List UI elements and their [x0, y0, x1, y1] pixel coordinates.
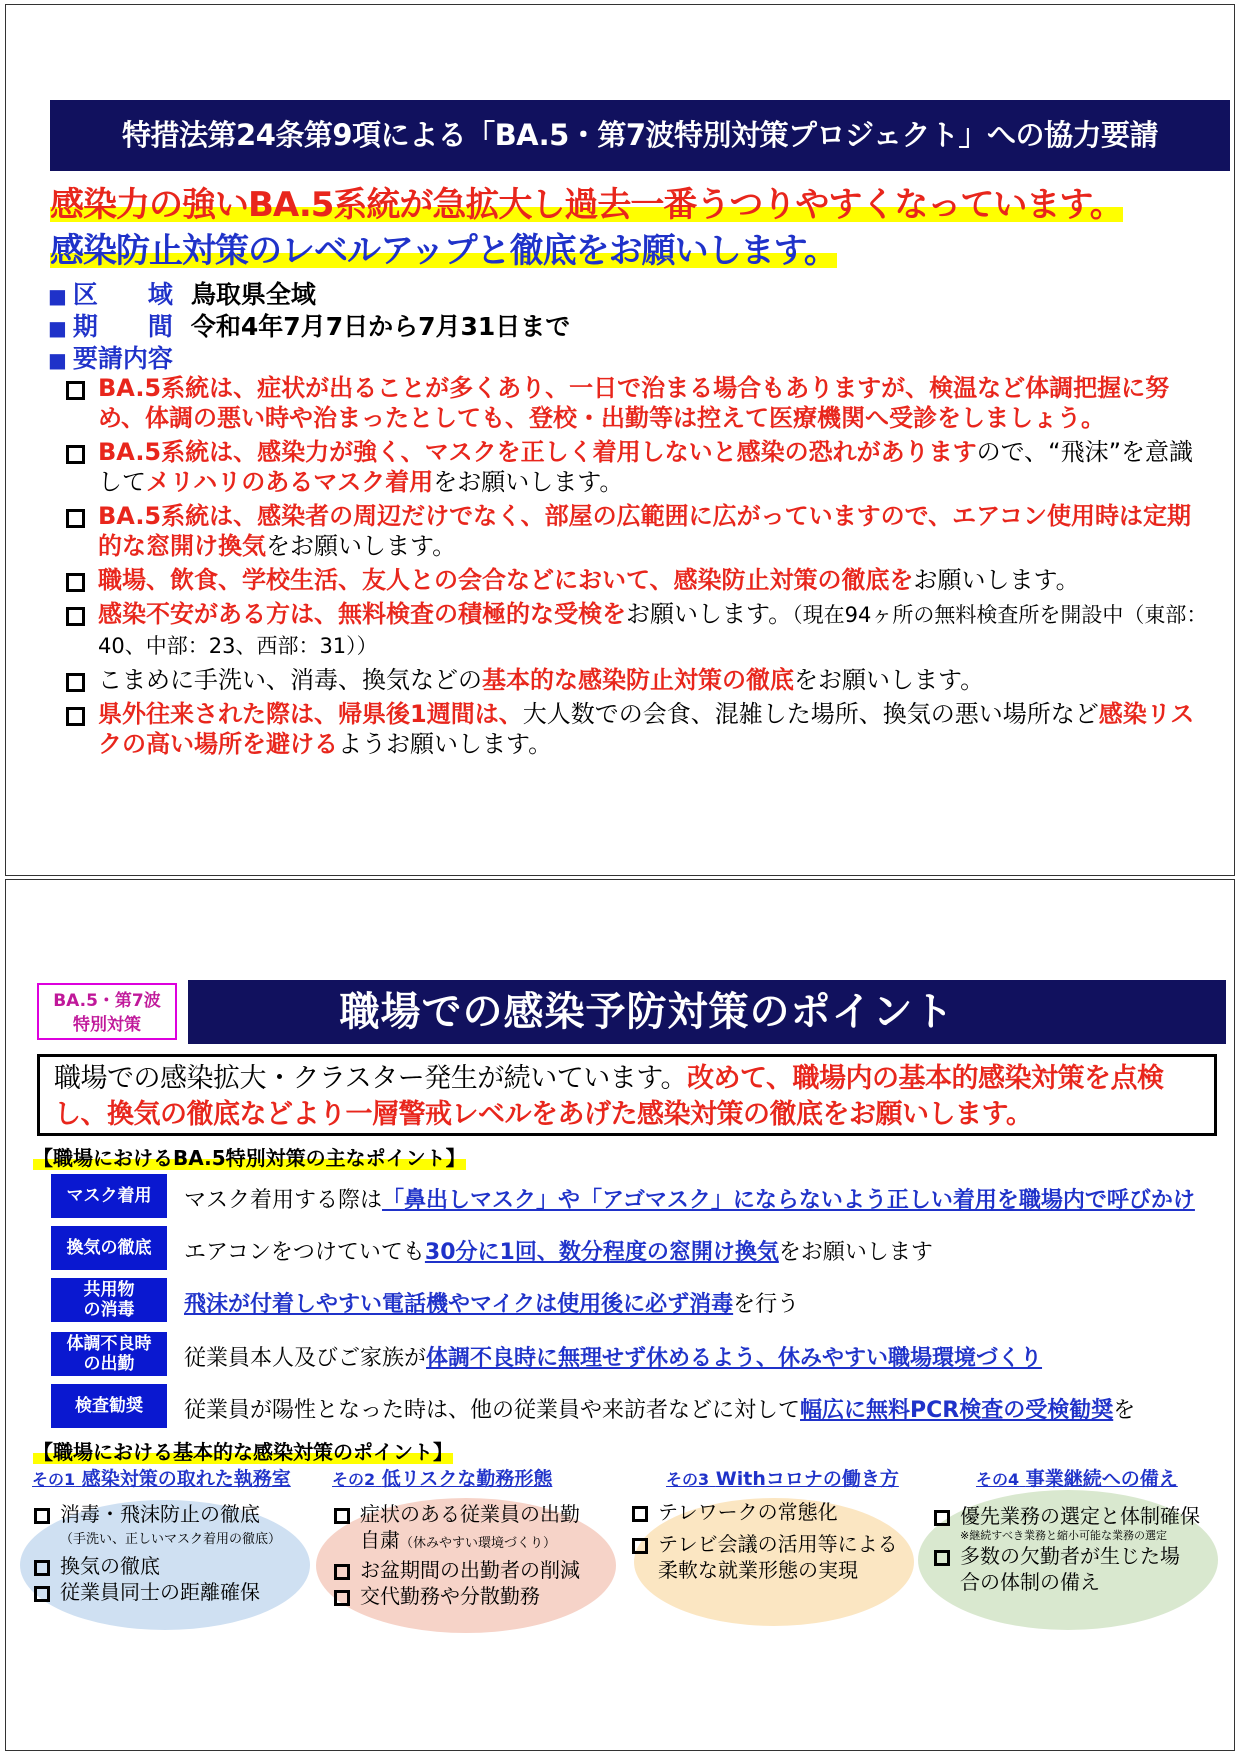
- list-item: [332, 1557, 580, 1583]
- checkbox-icon: [66, 381, 85, 400]
- request-row: [48, 339, 177, 375]
- list-item: [64, 565, 1214, 595]
- item-text: 従業員同士の距離確保: [60, 1580, 260, 1604]
- point-link: 30分に1回、数分程度の窓開け換気: [424, 1240, 779, 1265]
- point-link: 幅広に無料PCR検査の受検勧奨: [800, 1398, 1114, 1423]
- section-heading-text: 【職場におけるBA.5特別対策の主なポイント】: [33, 1146, 466, 1170]
- area-label: 区 域: [72, 280, 173, 309]
- point-pre: 従業員本人及びご家族が: [184, 1346, 427, 1371]
- square-bullet-icon: ■: [48, 316, 67, 340]
- point-row-sick-leave: [51, 1332, 1231, 1376]
- column-number: その4: [976, 1470, 1020, 1489]
- intro-red-text: 改めて、職場内の基本的感染対策を点検し、換気の徹底などより一層警戒レベルをあげた感染対策の徹底をお願いします。: [54, 1063, 1164, 1130]
- point-row-testing: [51, 1384, 1231, 1428]
- item-text: ようお願いします。: [338, 730, 553, 758]
- slide2-title: 職場での感染予防対策のポイント: [188, 980, 1226, 1044]
- point-text: [184, 1393, 1135, 1424]
- item-red-text: 感染リスクの高い場所を避ける: [98, 700, 1195, 758]
- item-text: テレワークの常態化: [658, 1500, 838, 1524]
- headline-1: [50, 177, 1123, 226]
- point-row-mask: [51, 1174, 1231, 1218]
- checkbox-icon: [66, 573, 85, 592]
- point-link: 「鼻出しマスク」や「アゴマスク」にならないよう正しい着用を職場内で呼びかけ: [382, 1188, 1195, 1213]
- point-post: を: [1113, 1398, 1136, 1423]
- column-4: [932, 1464, 1200, 1595]
- item-red-text: BA.5系統は、感染力が強く、マスクを正しく着用しないと感染の恐れがあります: [98, 438, 977, 466]
- column-heading: [332, 1464, 580, 1491]
- list-item: [932, 1543, 1200, 1595]
- period-label: 期 間: [72, 312, 173, 341]
- checkbox-icon: [66, 707, 85, 726]
- headline-2: [50, 223, 837, 272]
- point-tag: 換気の徹底: [51, 1226, 167, 1270]
- item-text: 優先業務の選定と体制確保: [960, 1504, 1200, 1528]
- checkbox-icon: [66, 509, 85, 528]
- point-post: を行う: [733, 1292, 800, 1317]
- item-text: 症状のある従業員の出勤: [360, 1502, 580, 1526]
- item-text-line2: 柔軟な就業形態の実現: [658, 1558, 858, 1582]
- item-red-text: 感染不安がある方は、無料検査の積極的な受検を: [98, 600, 626, 628]
- checkbox-icon: [66, 673, 85, 692]
- point-tag: 検査勧奨: [51, 1384, 167, 1428]
- column-title: 低リスクな勤務形態: [381, 1468, 553, 1490]
- item-text: 多数の欠勤者が生じた場: [960, 1544, 1180, 1568]
- point-row-disinfection: [51, 1278, 1231, 1322]
- point-tag: 共用物 の消毒: [51, 1278, 167, 1322]
- list-item: [630, 1499, 899, 1525]
- area-value: 鳥取県全域: [190, 280, 316, 309]
- request-label: 要請内容: [72, 344, 173, 373]
- request-list: [64, 373, 1214, 763]
- column-number: その1: [32, 1470, 76, 1489]
- item-red-text: BA.5系統は、感染者の周辺だけでなく、部屋の広範囲に広がっていますので、エアコン使用時は定期的な窓開け換気: [98, 502, 1191, 560]
- item-text: お願いします。: [626, 600, 793, 628]
- section-heading-basic: [33, 1436, 453, 1465]
- list-item: [64, 437, 1214, 497]
- intro-text: 職場での感染拡大・クラスター発生が続いています。: [54, 1063, 688, 1094]
- list-item: [64, 373, 1214, 433]
- point-tag: 体調不良時 の出勤: [51, 1332, 167, 1376]
- point-pre: 従業員が陽性となった時は、他の従業員や来訪者などに対して: [184, 1398, 801, 1423]
- item-text: をお願いします。: [794, 666, 985, 694]
- square-bullet-icon: ■: [48, 348, 67, 372]
- checkbox-icon: [632, 1538, 648, 1554]
- column-heading: [32, 1464, 291, 1491]
- checkbox-icon: [334, 1564, 350, 1580]
- badge-line-1: BA.5・第7波: [53, 991, 161, 1011]
- checkbox-icon: [34, 1560, 50, 1576]
- column-title: 感染対策の取れた執務室: [81, 1468, 291, 1490]
- list-item: [630, 1531, 899, 1583]
- item-text: をお願いします。: [433, 468, 624, 496]
- point-post: をお願いします: [778, 1240, 933, 1265]
- slide-1: [5, 4, 1235, 876]
- slide-2: [5, 879, 1235, 1751]
- item-red-text: メリハリのあるマスク着用: [146, 468, 434, 496]
- column-heading: [932, 1464, 1200, 1491]
- item-note: （休みやすい環境づくり）: [400, 1536, 557, 1551]
- point-tag: マスク着用: [51, 1174, 167, 1218]
- item-note: （手洗い、正しいマスク着用の徹底）: [60, 1532, 282, 1547]
- list-item: [64, 665, 1214, 695]
- item-text-line2: 合の体制の備え: [960, 1570, 1100, 1594]
- item-text: 交代勤務や分散勤務: [360, 1584, 540, 1608]
- item-text: をお願いします。: [266, 532, 457, 560]
- checkbox-icon: [34, 1508, 50, 1524]
- list-item: [64, 599, 1214, 661]
- item-red-text: 県外往来された際は、帰県後1週間は、: [98, 700, 523, 728]
- list-item: [32, 1553, 291, 1579]
- badge-line-2: 特別対策: [73, 1015, 141, 1035]
- column-3: [630, 1464, 899, 1583]
- column-number: その3: [666, 1470, 710, 1489]
- item-text: こまめに手洗い、消毒、換気などの: [98, 666, 482, 694]
- item-text: テレビ会議の活用等による: [658, 1532, 898, 1556]
- column-heading: [630, 1464, 899, 1491]
- checkbox-icon: [934, 1550, 950, 1566]
- item-red-text: BA.5系統は、症状が出ることが多くあり、一日で治まる場合もありますが、検温など体調把握に努め、体調の悪い時や治まったとしても、登校・出勤等は控えて医療機関へ受診をしましょう。: [98, 374, 1170, 432]
- list-item: [332, 1501, 580, 1557]
- list-item: [932, 1503, 1200, 1543]
- intro-box: [37, 1054, 1217, 1136]
- item-red-text: 基本的な感染防止対策の徹底: [482, 666, 794, 694]
- section-heading-text: 【職場における基本的な感染対策のポイント】: [33, 1440, 453, 1464]
- area-row: [48, 275, 316, 311]
- list-item: [32, 1501, 291, 1553]
- checkbox-icon: [632, 1506, 648, 1522]
- point-text: [184, 1183, 1195, 1214]
- item-red-text: 職場、飲食、学校生活、友人との会合などにおいて、感染防止対策の徹底を: [98, 566, 914, 594]
- point-text: [184, 1287, 799, 1318]
- checkbox-icon: [34, 1586, 50, 1602]
- checkbox-icon: [334, 1508, 350, 1524]
- point-pre: エアコンをつけていても: [184, 1240, 425, 1265]
- list-item: [32, 1579, 291, 1605]
- item-text: ので、“飛沫”を意識して: [98, 438, 1194, 496]
- item-text: お願いします。: [913, 566, 1080, 594]
- point-link: 飛沫が付着しやすい電話機やマイクは使用後に必ず消毒: [184, 1292, 734, 1317]
- checkbox-icon: [66, 445, 85, 464]
- checkbox-icon: [934, 1510, 950, 1526]
- point-pre: マスク着用する際は: [184, 1188, 383, 1213]
- point-text: [184, 1235, 933, 1266]
- item-note: ※継続すべき業務と縮小可能な業務の選定: [960, 1529, 1167, 1542]
- item-note: （現在94ヶ所の無料検査所を開設中（東部：40、中部：23、西部：31））: [98, 603, 1208, 658]
- point-row-ventilation: [51, 1226, 1231, 1270]
- slide1-title: 特措法第24条第9項による「BA.5・第7波特別対策プロジェクト」への協力要請: [50, 100, 1230, 171]
- item-text-line2: 自粛: [360, 1528, 400, 1552]
- column-1: [32, 1464, 291, 1605]
- list-item: [332, 1583, 580, 1609]
- period-row: [48, 307, 570, 343]
- item-text: 換気の徹底: [60, 1554, 160, 1578]
- section-heading-special: [33, 1142, 466, 1171]
- item-text: 大人数での会食、混雑した場所、換気の悪い場所など: [522, 700, 1099, 728]
- period-value: 令和4年7月7日から7月31日まで: [190, 312, 571, 341]
- item-text: お盆期間の出勤者の削減: [360, 1558, 580, 1582]
- point-link: 体調不良時に無理せず休めるよう、休みやすい職場環境づくり: [426, 1346, 1043, 1371]
- point-text: [184, 1341, 1042, 1372]
- column-number: その2: [332, 1470, 376, 1489]
- headline-1-text: 感染力の強いBA.5系統が急拡大し過去一番うつりやすくなっています。: [50, 185, 1123, 225]
- headline-2-text: 感染防止対策のレベルアップと徹底をお願いします。: [50, 231, 837, 271]
- checkbox-icon: [334, 1590, 350, 1606]
- column-2: [332, 1464, 580, 1609]
- column-title: 事業継続への備え: [1025, 1468, 1178, 1490]
- list-item: [64, 501, 1214, 561]
- list-item: [64, 699, 1214, 759]
- column-title: Withコロナの働き方: [715, 1468, 899, 1490]
- checkbox-icon: [66, 607, 85, 626]
- square-bullet-icon: ■: [48, 284, 67, 308]
- item-text: 消毒・飛沫防止の徹底: [60, 1502, 260, 1526]
- campaign-badge: [37, 983, 177, 1040]
